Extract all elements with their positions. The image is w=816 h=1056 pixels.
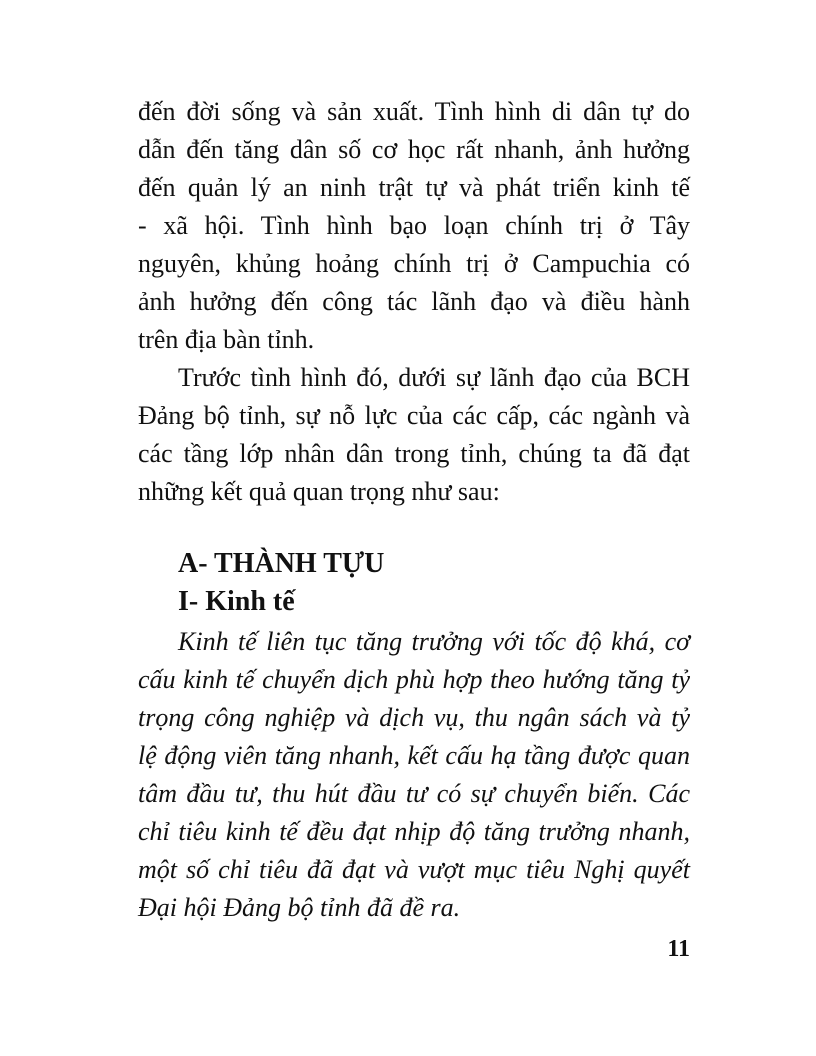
- text-line: Đại hội Đảng bộ tỉnh đã đề ra.: [138, 893, 461, 922]
- text-line: trọng công nghiệp và dịch vụ, thu ngân sách và tỷ: [138, 703, 690, 732]
- text-line: đến quản lý an ninh trật tự và phát triển kinh tế: [138, 173, 690, 202]
- text-line: Đảng bộ tỉnh, sự nỗ lực của các cấp, các ngành và: [138, 401, 690, 430]
- text-line: dẫn đến tăng dân số cơ học rất nhanh, ảnh hưởng: [138, 135, 690, 164]
- text-line: đến đời sống và sản xuất. Tình hình di dân tự do: [138, 97, 690, 126]
- section-heading: A- THÀNH TỰU: [178, 548, 385, 579]
- text-line: một số chỉ tiêu đã đạt và vượt mục tiêu Nghị quyết: [138, 855, 690, 884]
- text-line: các tầng lớp nhân dân trong tỉnh, chúng ta đã đạt: [138, 439, 690, 468]
- text-line: nguyên, khủng hoảng chính trị ở Campuchia có: [138, 249, 690, 278]
- subsection-heading: I- Kinh tế: [178, 586, 295, 617]
- page-number: 11: [667, 936, 690, 962]
- text-line: lệ động viên tăng nhanh, kết cấu hạ tầng được quan: [138, 741, 690, 770]
- text-line: những kết quả quan trọng như sau:: [138, 477, 500, 506]
- text-line: tâm đầu tư, thu hút đầu tư có sự chuyển biến. Các: [138, 779, 690, 808]
- text-line: Trước tình hình đó, dưới sự lãnh đạo của BCH: [178, 363, 690, 392]
- text-line: ảnh hưởng đến công tác lãnh đạo và điều hành: [138, 287, 690, 316]
- text-line: chỉ tiêu kinh tế đều đạt nhịp độ tăng trưởng nhanh,: [138, 817, 690, 846]
- text-line: Kinh tế liên tục tăng trưởng với tốc độ khá, cơ: [178, 627, 690, 656]
- text-line: cấu kinh tế chuyển dịch phù hợp theo hướng tăng tỷ: [138, 665, 690, 694]
- text-line: trên địa bàn tỉnh.: [138, 325, 315, 354]
- text-line: - xã hội. Tình hình bạo loạn chính trị ở Tây: [138, 211, 690, 240]
